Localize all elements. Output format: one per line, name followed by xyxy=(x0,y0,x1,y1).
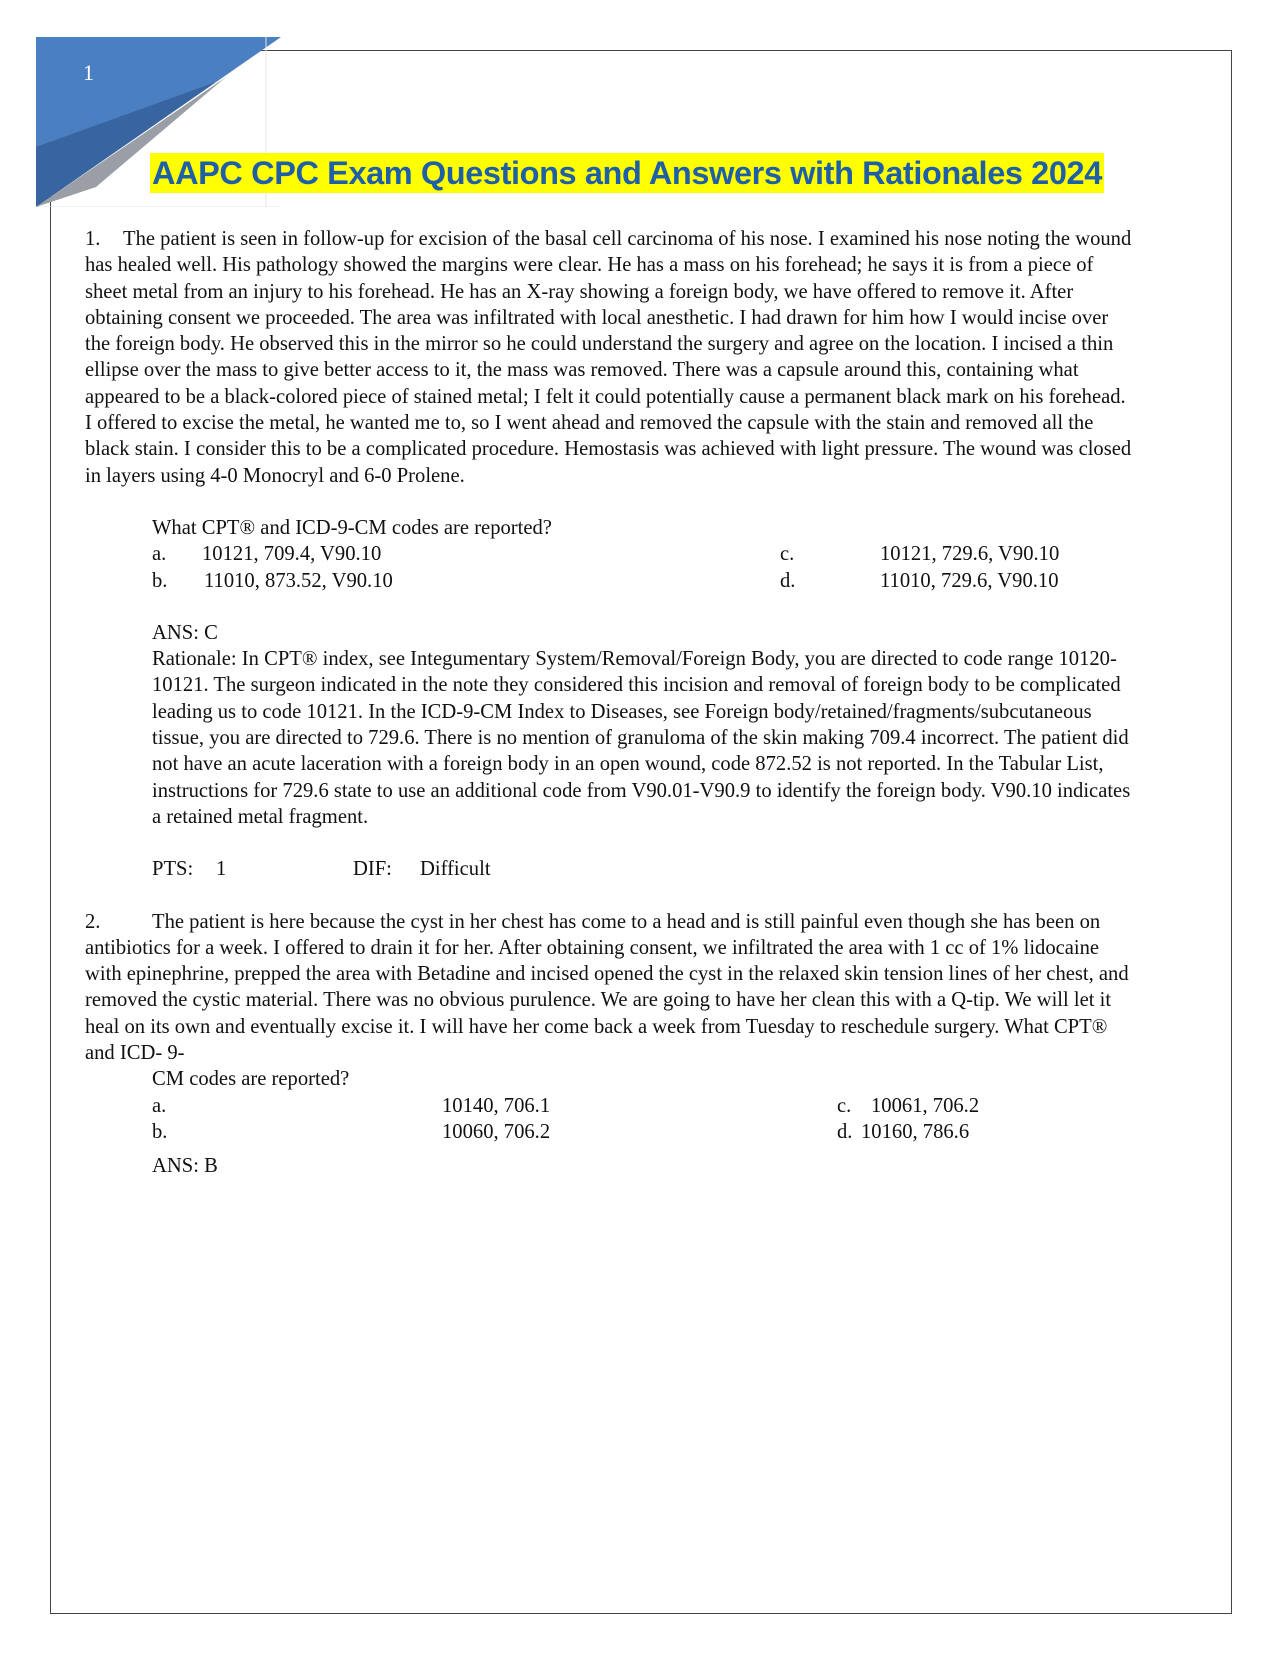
q2-option-c-text: 10061, 706.2 xyxy=(871,1094,980,1117)
question-1-answer: ANS: C xyxy=(152,621,218,644)
question-2-prompt: CM codes are reported? xyxy=(152,1068,350,1091)
question-1-text: The patient is seen in follow-up for excision of the basal cell carcinoma of his nose. I examined his nose noting the wound has healed well. His pathology showed the margins were clear. He has a mass on his forehead; he says it is from a piece of sheet metal from an injury to his forehead. He has an X-ray showing a foreign body, we have offered to remove it. After obtaining consent we proceeded. The area was infiltrated with local anesthetic. I had drawn for him how I would incise over the foreign body. He observed this in the mirror so he could understand the surgery and agree on the location. I incised a thin ellipse over the mass to give better access to it, the mass was removed. There was a capsule around this, containing what appeared to be a black-colored piece of stained metal; I felt it could potentially cause a permanent black mark on his forehead. I offered to excise the metal, he wanted me to, so I went ahead and removed the capsule with the stain and removed all the black stain. I consider this to be a complicated procedure. Hemostasis was achieved with light pressure. The wound was closed in layers using 4-0 Monocryl and 6-0 Prolene. xyxy=(85,228,1132,487)
question-1-stem xyxy=(85,226,1135,489)
option-b xyxy=(152,568,393,594)
question-2-number: 2. xyxy=(85,910,101,933)
option-a xyxy=(152,541,381,567)
q2-option-c xyxy=(837,1093,979,1119)
q2-option-c-label: c. xyxy=(837,1094,852,1117)
document-title: AAPC CPC Exam Questions and Answers with Rationales 2024 xyxy=(152,155,1102,191)
question-2-answer: ANS: B xyxy=(152,1155,218,1178)
q2-option-d-label: d. xyxy=(837,1120,853,1143)
question-1-rationale: Rationale: In CPT® index, see Integumentary System/Removal/Foreign Body, you are directed to code range 10120-10121. The surgeon indicated in the note they considered this incision and removal of foreign body to be complicated leading us to code 10121. In the ICD-9-CM Index to Diseases, see Foreign body/retained/fragments/subcutaneous tissue, you are directed to 729.6. There is no mention of granuloma of the skin making 709.4 incorrect. The patient did not have an acute laceration with a foreign body in an open wound, code 872.52 is not reported. In the Tabular List, instructions for 729.6 state to use an additional code from V90.01-V90.9 to identify the foreign body. V90.10 indicates a retained metal fragment. xyxy=(152,648,1131,828)
question-1-prompt: What CPT® and ICD-9-CM codes are reported? xyxy=(152,516,552,539)
question-2-options xyxy=(85,1093,1135,1146)
q2-option-d xyxy=(837,1119,969,1145)
q2-option-b-label: b. xyxy=(152,1120,168,1143)
document-body xyxy=(85,226,1135,1180)
option-c xyxy=(780,541,1059,567)
q2-option-d-text: 10160, 786.6 xyxy=(861,1120,970,1143)
dif-value: Difficult xyxy=(420,858,491,881)
q2-option-b xyxy=(152,1119,550,1145)
option-d-label: d. xyxy=(780,569,796,592)
page-number: 1 xyxy=(83,60,94,85)
q2-option-b-text: 10060, 706.2 xyxy=(442,1120,551,1143)
option-a-label: a. xyxy=(152,543,167,566)
question-1-meta xyxy=(85,856,1135,882)
option-a-text: 10121, 709.4, V90.10 xyxy=(202,543,382,566)
pts-value: 1 xyxy=(216,858,227,881)
option-c-text: 10121, 729.6, V90.10 xyxy=(880,543,1060,566)
option-b-text: 11010, 873.52, V90.10 xyxy=(204,569,393,592)
option-d-text: 11010, 729.6, V90.10 xyxy=(880,569,1059,592)
q2-option-a xyxy=(152,1093,550,1119)
title-block xyxy=(150,153,1150,193)
q2-option-a-label: a. xyxy=(152,1094,167,1117)
q2-option-a-text: 10140, 706.1 xyxy=(442,1094,551,1117)
option-c-label: c. xyxy=(780,543,795,566)
pts-label: PTS: xyxy=(152,858,194,881)
question-2-text: The patient is here because the cyst in her chest has come to a head and is still painful even though she has been on antibiotics for a week. I offered to drain it for her. After obtaining consent, we infiltrated the area with 1 cc of 1% lidocaine with epinephrine, prepped the area with Betadine and incised opened the cyst in the relaxed skin tension lines of her chest, and removed the cystic material. There was no obvious purulence. We are going to have her clean this with a Q-tip. We will let it heal on its own and eventually excise it. I will have her come back a week from Tuesday to reschedule surgery. What CPT® and ICD- 9- xyxy=(85,910,1129,1065)
question-2-stem xyxy=(85,909,1135,1067)
option-b-label: b. xyxy=(152,569,168,592)
question-1-number: 1. xyxy=(85,228,101,250)
dif-label: DIF: xyxy=(353,858,392,881)
option-d xyxy=(780,568,1059,594)
question-1-options xyxy=(85,541,1135,594)
